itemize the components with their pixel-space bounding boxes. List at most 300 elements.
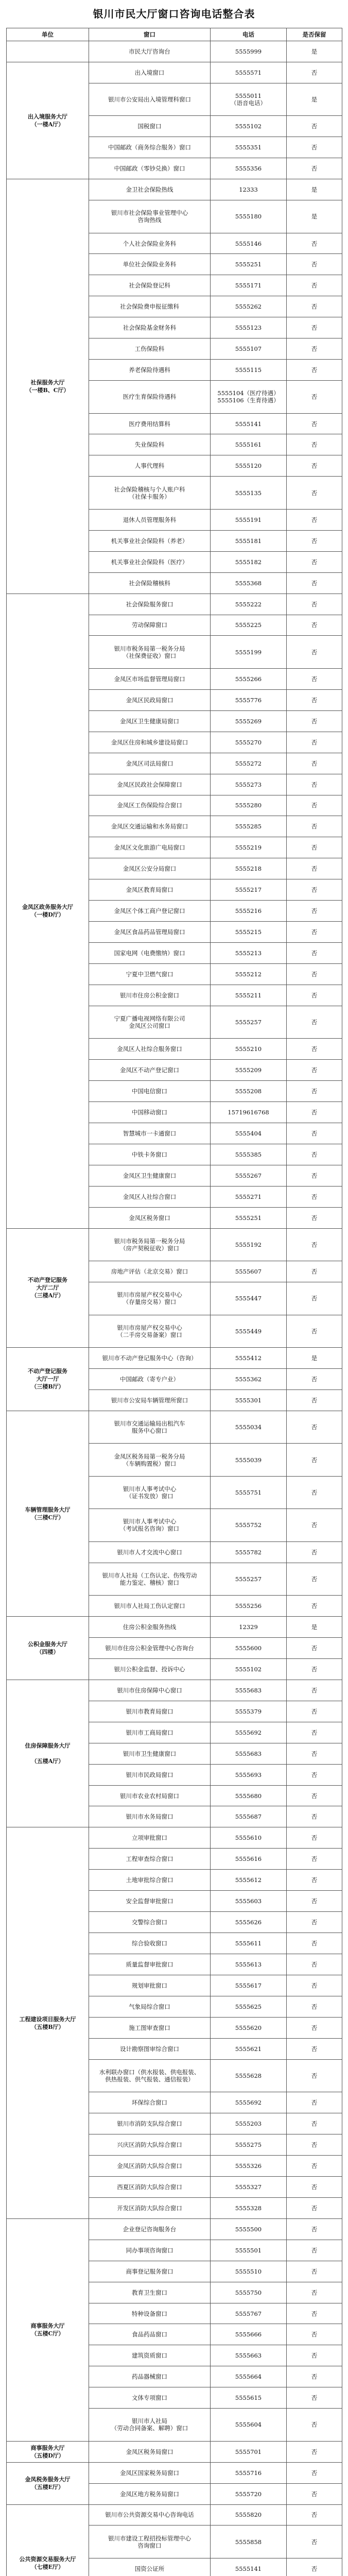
window-cell: 社会保险稽核与个人账户科 （社保卡服务） xyxy=(89,477,211,509)
table-row xyxy=(7,1411,342,1443)
window-cell: 退休人员管理服务科 xyxy=(89,509,211,530)
phone-cell: 5555262 xyxy=(211,296,287,317)
retain-cell: 否 xyxy=(287,2441,342,2462)
phone-cell: 5555615 xyxy=(211,2387,287,2409)
hall-name-cell: 公积金服务大厅 （四楼） xyxy=(7,1617,89,1680)
retain-cell: 否 xyxy=(287,477,342,509)
window-cell: 金凤区卫生健康局窗口 xyxy=(89,710,211,732)
window-cell: 银川市房屋产权交易中心 （二手房交易备案）窗口 xyxy=(89,1315,211,1347)
window-cell: 社会保险服务窗口 xyxy=(89,594,211,615)
window-cell: 商事登记服务窗口 xyxy=(89,2261,211,2282)
window-cell: 银川市人事考试中心 （考试报名咨询）窗口 xyxy=(89,1509,211,1541)
window-cell: 银川市农业农村局窗口 xyxy=(89,1785,211,1806)
window-cell: 银川市交通运输局出租汽车 服务中心窗口 xyxy=(89,1411,211,1443)
window-cell: 金凤区文化旅游广电局窗口 xyxy=(89,837,211,858)
retain-cell: 否 xyxy=(287,338,342,360)
phone-cell: 5555776 xyxy=(211,689,287,710)
window-cell: 金凤区国家税务局窗口 xyxy=(89,2462,211,2483)
phone-cell: 5555251 xyxy=(211,254,287,275)
window-cell: 金凤区个体工商户登记窗口 xyxy=(89,901,211,922)
retain-cell: 否 xyxy=(287,943,342,964)
retain-cell: 否 xyxy=(287,1165,342,1186)
phone-cell: 5555256 xyxy=(211,1596,287,1617)
hall-name-cell: 住房保障服务大厅 （五楼A厅） xyxy=(7,1680,89,1827)
window-cell: 工程审查综合窗口 xyxy=(89,1849,211,1870)
phone-cell: 5555171 xyxy=(211,275,287,296)
retain-cell: 否 xyxy=(287,816,342,837)
retain-cell: 否 xyxy=(287,254,342,275)
phone-cell: 5555362 xyxy=(211,1369,287,1390)
table-row xyxy=(7,62,342,83)
phone-cell: 5555209 xyxy=(211,1060,287,1081)
window-cell: 银川市消防支队综合窗口 xyxy=(89,2113,211,2134)
window-cell: 中铁卡务窗口 xyxy=(89,1144,211,1165)
retain-cell: 否 xyxy=(287,901,342,922)
phone-cell: 5555751 xyxy=(211,1476,287,1509)
phone-cell: 5555182 xyxy=(211,551,287,572)
window-cell: 金凤区不动产登记窗口 xyxy=(89,1060,211,1081)
window-cell: 国税窗口 xyxy=(89,116,211,137)
phone-cell: 12333 xyxy=(211,179,287,200)
phone-cell: 5555628 xyxy=(211,2059,287,2092)
window-cell: 宁夏中卫燃气窗口 xyxy=(89,964,211,985)
window-cell: 银川市人事考试中心 （证书发放）窗口 xyxy=(89,1476,211,1509)
phone-cell: 5555135 xyxy=(211,477,287,509)
phone-cell: 5555368 xyxy=(211,572,287,594)
phone-cell: 5555120 xyxy=(211,455,287,477)
phone-cell: 5555858 xyxy=(211,2526,287,2558)
table-row xyxy=(7,2462,342,2483)
window-cell: 宁夏广播电视网络有限公司 金凤区公司窗口 xyxy=(89,1006,211,1038)
phone-cell: 15719616768 xyxy=(211,1102,287,1123)
phone-cell: 5555612 xyxy=(211,1870,287,1891)
retain-cell: 否 xyxy=(287,1389,342,1411)
window-cell: 药品器械窗口 xyxy=(89,2366,211,2387)
phone-cell: 5555210 xyxy=(211,1039,287,1060)
phone-cell: 5555616 xyxy=(211,1849,287,1870)
phone-cell: 5555199 xyxy=(211,636,287,668)
window-cell: 交警综合窗口 xyxy=(89,1912,211,1933)
phone-cell: 5555999 xyxy=(211,41,287,62)
table-row xyxy=(7,594,342,615)
retain-cell: 否 xyxy=(287,2038,342,2059)
retain-cell: 否 xyxy=(287,2483,342,2504)
retain-cell: 否 xyxy=(287,615,342,636)
hall-name-cell: 金凤税务服务大厅 （五楼E厅） xyxy=(7,2462,89,2504)
phone-cell: 5555212 xyxy=(211,964,287,985)
phone-cell: 5555327 xyxy=(211,2176,287,2197)
window-cell: 金凤区司法局窗口 xyxy=(89,753,211,774)
window-cell: 环保综合窗口 xyxy=(89,2092,211,2113)
phone-cell: 5555203 xyxy=(211,2113,287,2134)
phone-cell: 5555351 xyxy=(211,137,287,158)
retain-cell: 否 xyxy=(287,2387,342,2409)
retain-cell: 否 xyxy=(287,1870,342,1891)
phone-cell: 5555102 xyxy=(211,116,287,137)
retain-cell: 否 xyxy=(287,1933,342,1954)
window-cell: 银川市社会保险事业管理中心 咨询热线 xyxy=(89,200,211,233)
phone-cell: 5555701 xyxy=(211,2441,287,2462)
window-cell: 银川市税务局第一税务分局 （社保费征收）窗口 xyxy=(89,636,211,668)
retain-cell: 否 xyxy=(287,1369,342,1390)
window-cell: 金凤区工伤保险综合窗口 xyxy=(89,795,211,816)
phone-cell: 5555510 xyxy=(211,2261,287,2282)
page-title: 银川市民大厅窗口咨询电话整合表 xyxy=(93,8,255,20)
retain-cell: 否 xyxy=(287,317,342,338)
phone-cell: 5555146 xyxy=(211,233,287,254)
retain-cell: 否 xyxy=(287,62,342,83)
retain-cell: 否 xyxy=(287,1282,342,1315)
phone-cell: 5555687 xyxy=(211,1806,287,1827)
retain-cell: 否 xyxy=(287,1975,342,1996)
retain-cell: 否 xyxy=(287,1541,342,1563)
retain-cell: 否 xyxy=(287,2366,342,2387)
hall-name-cell: 车辆管理服务大厅 （三楼C厅） xyxy=(7,1411,89,1616)
window-cell: 人事代理科 xyxy=(89,455,211,477)
table-row xyxy=(7,1680,342,1701)
hall-name-cell: 不动产登记服务 大厅一厅 （三楼B厅） xyxy=(7,1348,89,1411)
table-row xyxy=(7,1348,342,1369)
phone-cell: 5555683 xyxy=(211,1680,287,1701)
phone-cell: 5555501 xyxy=(211,2240,287,2261)
phone-cell: 5555257 xyxy=(211,1006,287,1038)
retain-cell: 否 xyxy=(287,1261,342,1282)
window-cell: 金凤区民政局窗口 xyxy=(89,689,211,710)
table-row xyxy=(7,1617,342,1638)
phone-cell: 5555217 xyxy=(211,879,287,901)
retain-cell: 否 xyxy=(287,572,342,594)
retain-cell: 否 xyxy=(287,1658,342,1680)
phone-cell: 5555500 xyxy=(211,2218,287,2240)
window-cell: 金凤区民政社会保障窗口 xyxy=(89,774,211,795)
phone-cell: 5555620 xyxy=(211,2017,287,2038)
phone-cell: 5555379 xyxy=(211,1701,287,1722)
window-cell: 教育卫生窗口 xyxy=(89,2282,211,2303)
retain-cell: 否 xyxy=(287,455,342,477)
phone-cell: 5555107 xyxy=(211,338,287,360)
retain-cell: 否 xyxy=(287,1701,342,1722)
phone-cell: 5555720 xyxy=(211,2483,287,2504)
window-cell: 银川市不动产登记服务中心（咨询） xyxy=(89,1348,211,1369)
retain-cell: 否 xyxy=(287,413,342,434)
phone-cell: 5555752 xyxy=(211,1509,287,1541)
phone-cell: 5555266 xyxy=(211,668,287,689)
window-cell: 国家电网（电费缴纳）窗口 xyxy=(89,943,211,964)
retain-cell: 是 xyxy=(287,179,342,200)
phone-cell: 5555607 xyxy=(211,1261,287,1282)
phone-cell: 5555218 xyxy=(211,858,287,879)
hall-name-cell: 商事服务大厅 （五楼D厅） xyxy=(7,2441,89,2462)
phone-cell: 5555600 xyxy=(211,1637,287,1658)
window-cell: 银川市民政局窗口 xyxy=(89,1764,211,1785)
window-cell: 金凤区税务局第一税务分局 （车辆购置税）窗口 xyxy=(89,1444,211,1476)
hall-name-cell xyxy=(7,41,89,62)
window-cell: 金凤区交通运输和水务局窗口 xyxy=(89,816,211,837)
window-cell: 机关事业社会保险科（养老） xyxy=(89,530,211,551)
phone-cell: 5555610 xyxy=(211,1827,287,1849)
phone-cell: 5555625 xyxy=(211,1996,287,2017)
window-cell: 企业登记咨询服务台 xyxy=(89,2218,211,2240)
window-cell: 住房公积金服务热线 xyxy=(89,1617,211,1638)
window-cell: 银川市建设工程招投标管理中心 咨询窗口 xyxy=(89,2526,211,2558)
header-phone: 电话 xyxy=(211,28,287,41)
window-cell: 气象局综合窗口 xyxy=(89,1996,211,2017)
retain-cell: 否 xyxy=(287,1228,342,1261)
retain-cell: 否 xyxy=(287,753,342,774)
phone-cell: 5555621 xyxy=(211,2038,287,2059)
retain-cell: 否 xyxy=(287,381,342,413)
phone-cell: 5555356 xyxy=(211,158,287,179)
phone-cell: 5555213 xyxy=(211,943,287,964)
retain-cell: 否 xyxy=(287,837,342,858)
phone-cell: 5555123 xyxy=(211,317,287,338)
phone-cell: 5555181 xyxy=(211,530,287,551)
window-cell: 中国邮政（零钞兑换）窗口 xyxy=(89,158,211,179)
phone-cell: 5555102 xyxy=(211,1658,287,1680)
window-cell: 金凤区消防大队综合窗口 xyxy=(89,2155,211,2176)
window-cell: 银川市公共资源交易中心咨询电话 xyxy=(89,2504,211,2526)
window-cell: 医疗费用结算科 xyxy=(89,413,211,434)
phone-cell: 5555692 xyxy=(211,1722,287,1743)
hall-name-cell: 不动产登记服务 大厅二厅 （三楼A厅） xyxy=(7,1228,89,1347)
retain-cell: 否 xyxy=(287,1102,342,1123)
window-cell: 规划审批窗口 xyxy=(89,1975,211,1996)
window-cell: 银川市住房保障中心窗口 xyxy=(89,1680,211,1701)
retain-cell: 否 xyxy=(287,2017,342,2038)
window-cell: 国资公证所 xyxy=(89,2558,211,2576)
retain-cell: 否 xyxy=(287,360,342,381)
phone-cell: 5555011 （语音电话） xyxy=(211,83,287,115)
retain-cell: 否 xyxy=(287,2218,342,2240)
retain-cell: 否 xyxy=(287,1891,342,1912)
retain-cell: 否 xyxy=(287,1743,342,1764)
window-cell: 劳动保障窗口 xyxy=(89,615,211,636)
window-cell: 质量监督审批窗口 xyxy=(89,1954,211,1975)
window-cell: 银川市工商局窗口 xyxy=(89,1722,211,1743)
retain-cell: 否 xyxy=(287,985,342,1006)
retain-cell: 否 xyxy=(287,858,342,879)
phone-cell: 5555219 xyxy=(211,837,287,858)
hall-name-cell: 公共资源交易服务大厅 （七楼E厅） xyxy=(7,2504,89,2576)
retain-cell: 否 xyxy=(287,509,342,530)
phone-cell: 5555211 xyxy=(211,985,287,1006)
retain-cell: 否 xyxy=(287,1806,342,1827)
phone-cell: 12329 xyxy=(211,1617,287,1638)
retain-cell: 否 xyxy=(287,551,342,572)
window-cell: 金凤区税务窗口 xyxy=(89,1207,211,1228)
phone-cell: 5555604 xyxy=(211,2409,287,2441)
window-cell: 社会保险登记科 xyxy=(89,275,211,296)
phone-cell: 5555767 xyxy=(211,2303,287,2324)
retain-cell: 否 xyxy=(287,2409,342,2441)
window-cell: 银川市教育局窗口 xyxy=(89,1701,211,1722)
retain-cell: 否 xyxy=(287,2261,342,2282)
hall-name-cell: 工程建设项目服务大厅 （五楼B厅） xyxy=(7,1827,89,2218)
retain-cell: 否 xyxy=(287,2303,342,2324)
retain-cell: 否 xyxy=(287,2134,342,2156)
window-cell: 银川市住房公积金管理中心咨询台 xyxy=(89,1637,211,1658)
retain-cell: 否 xyxy=(287,2558,342,2576)
window-cell: 银川市卫生健康窗口 xyxy=(89,1743,211,1764)
retain-cell: 否 xyxy=(287,1637,342,1658)
window-cell: 文体专项窗口 xyxy=(89,2387,211,2409)
phone-cell: 5555571 xyxy=(211,62,287,83)
retain-cell: 否 xyxy=(287,137,342,158)
table-row xyxy=(7,41,342,62)
hall-name-cell: 商事服务大厅 （五楼C厅） xyxy=(7,2218,89,2441)
retain-cell: 否 xyxy=(287,922,342,943)
phone-cell: 5555693 xyxy=(211,1764,287,1785)
window-cell: 中国电信窗口 xyxy=(89,1081,211,1102)
retain-cell: 否 xyxy=(287,774,342,795)
window-cell: 综合验收窗口 xyxy=(89,1933,211,1954)
phone-cell: 5555617 xyxy=(211,1975,287,1996)
retain-cell: 否 xyxy=(287,1954,342,1975)
retain-cell: 否 xyxy=(287,233,342,254)
window-cell: 银川市水务局窗口 xyxy=(89,1806,211,1827)
retain-cell: 否 xyxy=(287,158,342,179)
phone-cell: 5555447 xyxy=(211,1282,287,1315)
window-cell: 中国邮政（寄专户业） xyxy=(89,1369,211,1390)
retain-cell: 否 xyxy=(287,2324,342,2345)
retain-cell: 否 xyxy=(287,2282,342,2303)
phone-cell: 5555301 xyxy=(211,1389,287,1411)
window-cell: 建筑资质窗口 xyxy=(89,2345,211,2366)
phone-cell: 5555034 xyxy=(211,1411,287,1443)
window-cell: 安全监督审批窗口 xyxy=(89,1891,211,1912)
retain-cell: 否 xyxy=(287,1444,342,1476)
retain-cell: 否 xyxy=(287,879,342,901)
phone-cell: 5555215 xyxy=(211,922,287,943)
phone-cell: 5555280 xyxy=(211,795,287,816)
retain-cell: 否 xyxy=(287,1144,342,1165)
retain-cell: 否 xyxy=(287,1411,342,1443)
retain-cell: 否 xyxy=(287,710,342,732)
phone-cell: 5555104（医疗待遇） 5555106（生育待遇） xyxy=(211,381,287,413)
window-cell: 金凤区教育局窗口 xyxy=(89,879,211,901)
table-row xyxy=(7,1228,342,1261)
window-cell: 市民大厅咨询台 xyxy=(89,41,211,62)
window-cell: 金凤区税务局窗口 xyxy=(89,2441,211,2462)
window-cell: 养老保险待遇科 xyxy=(89,360,211,381)
phone-cell: 5555328 xyxy=(211,2197,287,2218)
window-cell: 单位社会保险业务科 xyxy=(89,254,211,275)
phone-cell: 5555680 xyxy=(211,1785,287,1806)
phone-cell: 5555611 xyxy=(211,1933,287,1954)
phone-cell: 5555385 xyxy=(211,1144,287,1165)
phone-cell: 5555251 xyxy=(211,1207,287,1228)
window-cell: 银川市人才交流中心窗口 xyxy=(89,1541,211,1563)
phone-cell: 5555141 xyxy=(211,413,287,434)
retain-cell: 否 xyxy=(287,1123,342,1144)
window-cell: 房地产评估（北京交易）窗口 xyxy=(89,1261,211,1282)
retain-cell: 是 xyxy=(287,83,342,115)
retain-cell: 否 xyxy=(287,2155,342,2176)
phone-directory-table xyxy=(6,28,342,2576)
window-cell: 开发区消防大队综合窗口 xyxy=(89,2197,211,2218)
window-cell: 社会保险基金财务科 xyxy=(89,317,211,338)
window-cell: 金凤区卫生健康窗口 xyxy=(89,1165,211,1186)
retain-cell: 否 xyxy=(287,1912,342,1933)
phone-cell: 5555192 xyxy=(211,1228,287,1261)
retain-cell: 是 xyxy=(287,200,342,233)
header-row xyxy=(7,28,342,41)
window-cell: 银川市房屋产权交易中心 （存量房交易）窗口 xyxy=(89,1282,211,1315)
window-cell: 银川市税务局第一税务分局 （房产契税征收）窗口 xyxy=(89,1228,211,1261)
retain-cell: 否 xyxy=(287,2059,342,2092)
retain-cell: 否 xyxy=(287,1596,342,1617)
phone-cell: 5555820 xyxy=(211,2504,287,2526)
phone-cell: 5555626 xyxy=(211,1912,287,1933)
table-row xyxy=(7,2504,342,2526)
window-cell: 金凤区人社综合服务窗口 xyxy=(89,1039,211,1060)
window-cell: 同办事项咨询窗口 xyxy=(89,2240,211,2261)
window-cell: 特种设备窗口 xyxy=(89,2303,211,2324)
retain-cell: 否 xyxy=(287,1509,342,1541)
window-cell: 设计勘察图审综合窗口 xyxy=(89,2038,211,2059)
retain-cell: 否 xyxy=(287,2113,342,2134)
retain-cell: 否 xyxy=(287,2462,342,2483)
phone-cell: 5555267 xyxy=(211,1165,287,1186)
retain-cell: 否 xyxy=(287,1006,342,1038)
retain-cell: 是 xyxy=(287,1348,342,1369)
window-cell: 银川公积金监督、投诉中心 xyxy=(89,1658,211,1680)
phone-cell: 5555750 xyxy=(211,2282,287,2303)
retain-cell: 否 xyxy=(287,2345,342,2366)
window-cell: 金凤区食品药品管理局窗口 xyxy=(89,922,211,943)
window-cell: 银川市人社局（工伤认定、伤残劳动 能力鉴定、稽核）窗口 xyxy=(89,1563,211,1595)
window-cell: 立项审批窗口 xyxy=(89,1827,211,1849)
phone-cell: 5555613 xyxy=(211,1954,287,1975)
window-cell: 银川市人社局工伤认定窗口 xyxy=(89,1596,211,1617)
phone-cell: 5555285 xyxy=(211,816,287,837)
retain-cell: 否 xyxy=(287,1680,342,1701)
phone-cell: 5555208 xyxy=(211,1081,287,1102)
phone-cell: 5555412 xyxy=(211,1348,287,1369)
window-cell: 机关事业社会保险科（医疗） xyxy=(89,551,211,572)
phone-cell: 5555141 xyxy=(211,2558,287,2576)
window-cell: 社会保险费申报征缴科 xyxy=(89,296,211,317)
retain-cell: 否 xyxy=(287,1207,342,1228)
window-cell: 金凤区人社综合窗口 xyxy=(89,1186,211,1207)
retain-cell: 否 xyxy=(287,1827,342,1849)
phone-cell: 5555326 xyxy=(211,2155,287,2176)
window-cell: 金卫社会保险热线 xyxy=(89,179,211,200)
hall-name-cell: 出入境服务大厅 （一楼A厅） xyxy=(7,62,89,179)
retain-cell: 否 xyxy=(287,795,342,816)
retain-cell: 否 xyxy=(287,1785,342,1806)
retain-cell: 否 xyxy=(287,636,342,668)
window-cell: 出入境窗口 xyxy=(89,62,211,83)
hall-name-cell: 金凤区政务服务大厅 （一楼D厅） xyxy=(7,594,89,1228)
window-cell: 兴庆区消防大队综合窗口 xyxy=(89,2134,211,2156)
retain-cell: 否 xyxy=(287,530,342,551)
phone-cell: 5555666 xyxy=(211,2324,287,2345)
retain-cell: 否 xyxy=(287,1849,342,1870)
window-cell: 工伤保险科 xyxy=(89,338,211,360)
retain-cell: 否 xyxy=(287,1476,342,1509)
phone-cell: 5555271 xyxy=(211,1186,287,1207)
window-cell: 智慧城市一卡通窗口 xyxy=(89,1123,211,1144)
window-cell: 水利联办窗口（供水报装、供电报装、 供热报装、供气报装、通信报装） xyxy=(89,2059,211,2092)
phone-cell: 5555449 xyxy=(211,1315,287,1347)
window-cell: 金凤区住房和城乡建设局窗口 xyxy=(89,732,211,753)
phone-cell: 5555222 xyxy=(211,594,287,615)
retain-cell: 是 xyxy=(287,41,342,62)
phone-cell: 5555216 xyxy=(211,901,287,922)
window-cell: 社会保险稽核科 xyxy=(89,572,211,594)
retain-cell: 否 xyxy=(287,116,342,137)
